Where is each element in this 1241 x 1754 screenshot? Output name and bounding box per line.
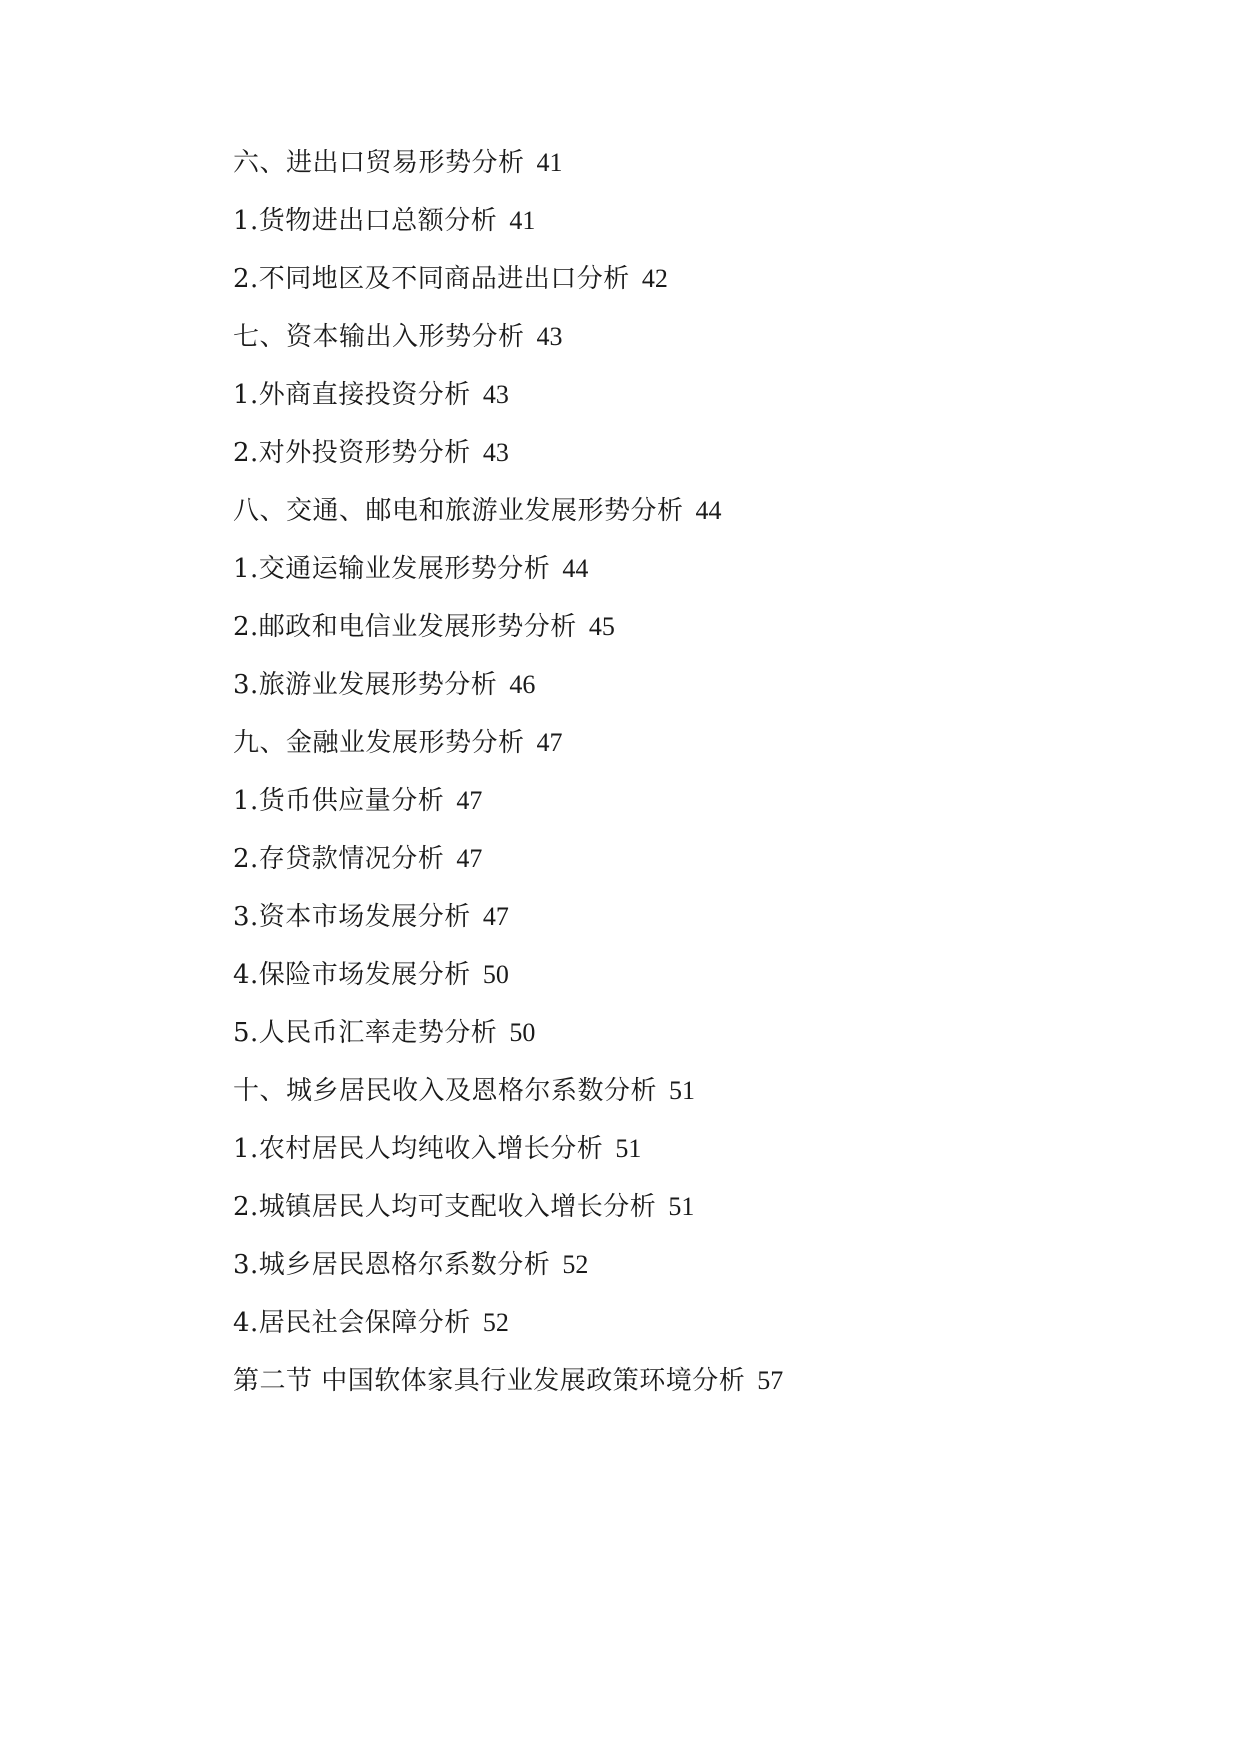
toc-entry-title: 2.对外投资形势分析 [233, 438, 471, 468]
toc-entry-page-number: 51 [668, 1192, 695, 1221]
toc-entry [233, 1236, 1133, 1294]
toc-entry-page-number: 44 [695, 496, 722, 525]
toc-entry-title: 六、进出口贸易形势分析 [233, 148, 525, 178]
toc-entry-page-number: 47 [456, 844, 483, 873]
toc-entry-section [233, 134, 1133, 192]
toc-entry-page-number: 42 [641, 264, 668, 293]
toc-entry-title: 4.保险市场发展分析 [233, 960, 471, 990]
toc-entry-section [233, 1062, 1133, 1120]
toc-entry [233, 830, 1133, 888]
toc-entry-title: 1.农村居民人均纯收入增长分析 [233, 1134, 604, 1164]
toc-entry-section [233, 482, 1133, 540]
toc-entry-section [233, 714, 1133, 772]
toc-entry-title: 1.货物进出口总额分析 [233, 206, 498, 236]
toc-entry-title: 4.居民社会保障分析 [233, 1308, 471, 1338]
toc-entry [233, 250, 1133, 308]
toc-entry-title: 3.城乡居民恩格尔系数分析 [233, 1250, 551, 1280]
table-of-contents [233, 134, 1133, 1410]
toc-entry [233, 1004, 1133, 1062]
toc-entry [233, 366, 1133, 424]
toc-entry [233, 424, 1133, 482]
toc-entry-page-number: 52 [562, 1250, 589, 1279]
toc-entry-page-number: 57 [757, 1366, 784, 1395]
toc-entry [233, 540, 1133, 598]
toc-entry-title: 5.人民币汇率走势分析 [233, 1018, 498, 1048]
toc-entry [233, 888, 1133, 946]
toc-entry [233, 656, 1133, 714]
toc-entry-chapter-section [233, 1352, 1133, 1410]
toc-entry-title: 1.货币供应量分析 [233, 786, 445, 816]
toc-entry [233, 192, 1133, 250]
toc-entry [233, 1120, 1133, 1178]
toc-entry-page-number: 44 [562, 554, 589, 583]
toc-entry-title: 十、城乡居民收入及恩格尔系数分析 [233, 1076, 658, 1106]
toc-entry-page-number: 43 [482, 380, 509, 409]
toc-entry-title: 3.资本市场发展分析 [233, 902, 471, 932]
toc-entry-title: 1.交通运输业发展形势分析 [233, 554, 551, 584]
toc-entry-page-number: 45 [588, 612, 615, 641]
toc-entry [233, 1294, 1133, 1352]
toc-entry-page-number: 47 [482, 902, 509, 931]
toc-entry-title: 2.邮政和电信业发展形势分析 [233, 612, 577, 642]
toc-entry [233, 946, 1133, 1004]
toc-entry [233, 1178, 1133, 1236]
toc-entry-title: 3.旅游业发展形势分析 [233, 670, 498, 700]
toc-entry-title: 2.城镇居民人均可支配收入增长分析 [233, 1192, 657, 1222]
toc-entry-page-number: 41 [509, 206, 536, 235]
toc-entry-title: 1.外商直接投资分析 [233, 380, 471, 410]
toc-entry-page-number: 46 [509, 670, 536, 699]
toc-entry-page-number: 50 [482, 960, 509, 989]
toc-entry-title: 2.不同地区及不同商品进出口分析 [233, 264, 630, 294]
toc-entry-title: 第二节 中国软体家具行业发展政策环境分析 [233, 1366, 746, 1396]
toc-entry-page-number: 51 [669, 1076, 696, 1105]
toc-entry-page-number: 47 [456, 786, 483, 815]
toc-entry-page-number: 41 [536, 148, 563, 177]
toc-entry-section [233, 308, 1133, 366]
toc-entry-page-number: 43 [536, 322, 563, 351]
toc-entry-page-number: 47 [536, 728, 563, 757]
toc-entry-title: 九、金融业发展形势分析 [233, 728, 525, 758]
toc-entry-title: 2.存贷款情况分析 [233, 844, 445, 874]
toc-entry-title: 八、交通、邮电和旅游业发展形势分析 [233, 496, 684, 526]
toc-entry-page-number: 51 [615, 1134, 642, 1163]
toc-entry-page-number: 50 [509, 1018, 536, 1047]
toc-entry [233, 772, 1133, 830]
toc-entry [233, 598, 1133, 656]
toc-entry-page-number: 52 [482, 1308, 509, 1337]
toc-entry-page-number: 43 [482, 438, 509, 467]
toc-entry-title: 七、资本输出入形势分析 [233, 322, 525, 352]
